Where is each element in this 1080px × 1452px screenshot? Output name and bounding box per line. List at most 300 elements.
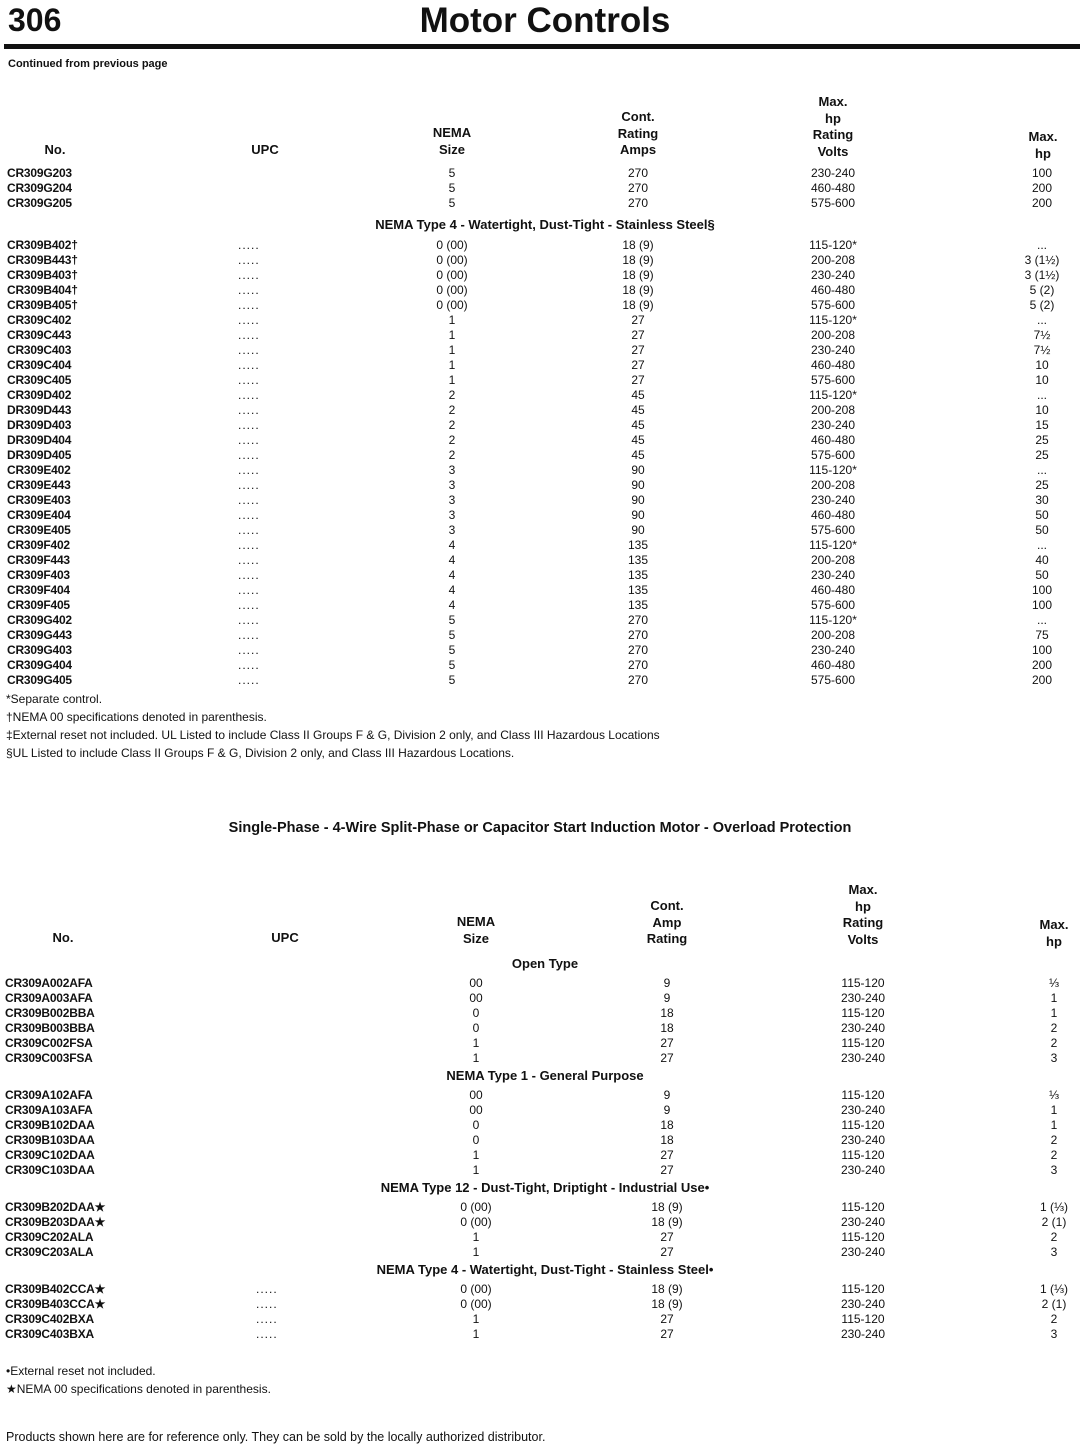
amp-rating: 18 (9): [651, 1200, 683, 1214]
nema-size: 0: [472, 1133, 480, 1147]
catalog-number: CR309F403: [7, 568, 70, 582]
nema-size: 1: [472, 1148, 480, 1162]
max-hp: 1 (⅓): [1039, 1200, 1068, 1214]
footnote: *Separate control.: [6, 692, 103, 706]
upc-code: .....: [238, 283, 260, 297]
upc-code: .....: [238, 253, 260, 267]
nema-size: 5: [448, 181, 456, 195]
table-2: [0, 882, 1080, 1372]
nema-size: 2: [448, 448, 456, 462]
catalog-number: CR309C402BXA: [5, 1312, 94, 1326]
table-row: [0, 568, 1080, 583]
nema-size: 1: [472, 1245, 480, 1259]
catalog-number: CR309F402: [7, 538, 70, 552]
catalog-number: DR309D405: [7, 448, 72, 462]
catalog-number: CR309E404: [7, 508, 71, 522]
voltage-rating: 575-600: [810, 196, 856, 210]
amp-rating: 27: [631, 313, 645, 327]
table-row: [0, 1036, 1080, 1051]
voltage-rating: 115-120*: [809, 613, 857, 627]
catalog-number: CR309B102DAA: [5, 1118, 95, 1132]
catalog-number: CR309E405: [7, 523, 71, 537]
voltage-rating: 230-240: [810, 493, 856, 507]
col-header-amps: Cont. Amp Rating: [646, 898, 688, 946]
amp-rating: 18: [660, 1133, 674, 1147]
nema-size: 1: [448, 328, 456, 342]
table-row: [0, 1163, 1080, 1178]
amp-rating: 27: [660, 1148, 674, 1162]
max-hp: ...: [1036, 613, 1047, 627]
voltage-rating: 230-240: [840, 1021, 886, 1035]
voltage-rating: 200-208: [810, 628, 856, 642]
table-row: [0, 196, 1080, 211]
voltage-rating: 115-120: [841, 1200, 885, 1214]
upc-code: .....: [238, 268, 260, 282]
section-title: NEMA Type 1 - General Purpose: [446, 1068, 644, 1083]
max-hp: 2 (1): [1041, 1297, 1067, 1311]
voltage-rating: 460-480: [810, 358, 856, 372]
max-hp: ⅓: [1048, 976, 1059, 990]
nema-size: 2: [448, 403, 456, 417]
catalog-number: CR309G405: [7, 673, 72, 687]
catalog-number: CR309B003BBA: [5, 1021, 95, 1035]
table-row: [0, 298, 1080, 313]
voltage-rating: 200-208: [810, 553, 856, 567]
voltage-rating: 115-120: [841, 1282, 885, 1296]
nema-size: 2: [448, 388, 456, 402]
catalog-number: CR309D402: [7, 388, 72, 402]
table-1-top-rows: [0, 166, 1080, 211]
voltage-rating: 230-240: [840, 1133, 886, 1147]
catalog-number: CR309B002BBA: [5, 1006, 95, 1020]
voltage-rating: 115-120: [841, 1230, 885, 1244]
nema-size: 1: [448, 313, 456, 327]
amp-rating: 27: [631, 343, 645, 357]
amp-rating: 27: [660, 1051, 674, 1065]
table-row: [0, 493, 1080, 508]
upc-code: .....: [238, 658, 260, 672]
max-hp: 3 (1½): [1024, 268, 1060, 282]
catalog-number: CR309B402CCA★: [5, 1282, 106, 1296]
nema-size: 4: [448, 568, 456, 582]
nema-size: 5: [448, 166, 456, 180]
col-header-no: No.: [52, 930, 74, 945]
amp-rating: 9: [663, 1088, 671, 1102]
amp-rating: 18 (9): [622, 283, 654, 297]
nema-size: 5: [448, 628, 456, 642]
max-hp: 1: [1050, 1103, 1058, 1117]
table-row: [0, 583, 1080, 598]
max-hp: 50: [1035, 508, 1049, 522]
table-row: [0, 1230, 1080, 1245]
max-hp: 2: [1050, 1230, 1058, 1244]
catalog-number: CR309C403: [7, 343, 72, 357]
catalog-number: CR309B404†: [7, 283, 78, 297]
amp-rating: 270: [627, 613, 649, 627]
table-row: [0, 1006, 1080, 1021]
max-hp: 3: [1050, 1051, 1058, 1065]
catalog-number: CR309A002AFA: [5, 976, 93, 990]
voltage-rating: 230-240: [840, 1051, 886, 1065]
upc-code: .....: [238, 613, 260, 627]
catalog-number: CR309A103AFA: [5, 1103, 93, 1117]
catalog-number: DR309D443: [7, 403, 72, 417]
nema-size: 0 (00): [460, 1215, 492, 1229]
nema-size: 3: [448, 523, 456, 537]
page-number: 306: [8, 2, 62, 38]
amp-rating: 27: [660, 1312, 674, 1326]
amp-rating: 27: [660, 1163, 674, 1177]
table-row: [0, 1133, 1080, 1148]
nema-size: 1: [472, 1312, 480, 1326]
table-row: [0, 283, 1080, 298]
table-row: [0, 403, 1080, 418]
col-header-upc: UPC: [271, 930, 299, 945]
nema-size: 3: [448, 478, 456, 492]
catalog-number: CR309G203: [7, 166, 72, 180]
max-hp: 7½: [1033, 328, 1051, 342]
nema-size: 0 (00): [436, 283, 468, 297]
voltage-rating: 115-120: [841, 1312, 885, 1326]
amp-rating: 270: [627, 673, 649, 687]
nema-size: 4: [448, 583, 456, 597]
section-title: Open Type: [511, 956, 579, 971]
max-hp: 1: [1050, 1006, 1058, 1020]
col-header-max-hp: Max. hp: [1028, 129, 1058, 161]
voltage-rating: 460-480: [810, 583, 856, 597]
voltage-rating: 230-240: [840, 1103, 886, 1117]
max-hp: ...: [1036, 313, 1047, 327]
catalog-number: CR309C002FSA: [5, 1036, 93, 1050]
max-hp: 1 (⅓): [1039, 1282, 1068, 1296]
table-row: [0, 1327, 1080, 1342]
upc-code: .....: [238, 328, 260, 342]
nema-size: 0: [472, 1118, 480, 1132]
col-header-volts: Max. hp Rating Volts: [812, 94, 854, 159]
amp-rating: 90: [631, 463, 645, 477]
catalog-number: CR309G443: [7, 628, 72, 642]
voltage-rating: 115-120*: [809, 463, 857, 477]
max-hp: 25: [1035, 478, 1049, 492]
nema-size: 0 (00): [436, 238, 468, 252]
footnote: ‡External reset not included. UL Listed to include Class II Groups F & G, Division 2 only, and Class III Hazardous Locations: [6, 728, 660, 742]
amp-rating: 45: [631, 418, 645, 432]
voltage-rating: 230-240: [840, 1297, 886, 1311]
catalog-number: CR309C404: [7, 358, 72, 372]
nema-size: 0 (00): [460, 1200, 492, 1214]
nema-size: 3: [448, 508, 456, 522]
amp-rating: 135: [627, 568, 649, 582]
voltage-rating: 230-240: [810, 343, 856, 357]
amp-rating: 18 (9): [622, 253, 654, 267]
voltage-rating: 460-480: [810, 433, 856, 447]
max-hp: 40: [1035, 553, 1049, 567]
catalog-number: CR309E402: [7, 463, 71, 477]
upc-code: .....: [238, 373, 260, 387]
table-row: [0, 1312, 1080, 1327]
catalog-number: CR309G403: [7, 643, 72, 657]
upc-code: .....: [238, 298, 260, 312]
max-hp: 3: [1050, 1245, 1058, 1259]
nema-size: 3: [448, 463, 456, 477]
upc-code: .....: [238, 313, 260, 327]
table-row: [0, 268, 1080, 283]
voltage-rating: 115-120: [841, 976, 885, 990]
table-row: [0, 673, 1080, 688]
table-row: [0, 976, 1080, 991]
table-row: [0, 448, 1080, 463]
table-row: [0, 238, 1080, 253]
section-title: NEMA Type 12 - Dust-Tight, Driptight - Industrial Use•: [380, 1180, 710, 1195]
table-row: [0, 1215, 1080, 1230]
amp-rating: 27: [631, 328, 645, 342]
nema-size: 0 (00): [460, 1282, 492, 1296]
table-row: [0, 523, 1080, 538]
nema-size: 0 (00): [436, 268, 468, 282]
nema-size: 1: [472, 1051, 480, 1065]
max-hp: ...: [1036, 238, 1047, 252]
voltage-rating: 460-480: [810, 283, 856, 297]
amp-rating: 135: [627, 598, 649, 612]
amp-rating: 135: [627, 553, 649, 567]
max-hp: 2: [1050, 1036, 1058, 1050]
table-row: [0, 328, 1080, 343]
col-header-amps: Cont. Rating Amps: [617, 109, 659, 157]
voltage-rating: 575-600: [810, 673, 856, 687]
upc-code: .....: [238, 433, 260, 447]
catalog-number: DR309D404: [7, 433, 72, 447]
nema-size: 1: [448, 373, 456, 387]
nema-size: 1: [448, 343, 456, 357]
max-hp: 200: [1031, 181, 1053, 195]
table-row: [0, 1103, 1080, 1118]
catalog-number: CR309C403BXA: [5, 1327, 94, 1341]
catalog-number: CR309G404: [7, 658, 72, 672]
upc-code: .....: [256, 1282, 278, 1296]
nema-size: 2: [448, 433, 456, 447]
amp-rating: 45: [631, 388, 645, 402]
max-hp: 50: [1035, 523, 1049, 537]
nema-size: 0 (00): [436, 298, 468, 312]
max-hp: 25: [1035, 433, 1049, 447]
upc-code: .....: [238, 418, 260, 432]
voltage-rating: 575-600: [810, 298, 856, 312]
amp-rating: 18 (9): [622, 298, 654, 312]
nema-size: 0 (00): [460, 1297, 492, 1311]
voltage-rating: 460-480: [810, 181, 856, 195]
table-row: [0, 538, 1080, 553]
nema-size: 5: [448, 673, 456, 687]
table-row: [0, 343, 1080, 358]
upc-code: .....: [256, 1327, 278, 1341]
catalog-number: CR309B403†: [7, 268, 78, 282]
max-hp: 200: [1031, 196, 1053, 210]
table-row: [0, 433, 1080, 448]
max-hp: 100: [1031, 166, 1053, 180]
catalog-number: CR309G204: [7, 181, 72, 195]
amp-rating: 27: [660, 1230, 674, 1244]
amp-rating: 45: [631, 448, 645, 462]
table-row: [0, 388, 1080, 403]
col-header-nema-size: NEMA Size: [456, 914, 496, 946]
max-hp: ...: [1036, 388, 1047, 402]
upc-code: .....: [238, 238, 260, 252]
upc-code: .....: [238, 583, 260, 597]
catalog-number: CR309B103DAA: [5, 1133, 95, 1147]
page-title: Motor Controls: [419, 1, 671, 40]
upc-code: .....: [238, 478, 260, 492]
table-row: [0, 1297, 1080, 1312]
upc-code: .....: [238, 523, 260, 537]
catalog-number: CR309G205: [7, 196, 72, 210]
nema-size: 4: [448, 553, 456, 567]
voltage-rating: 575-600: [810, 373, 856, 387]
table-2-title: Single-Phase - 4-Wire Split-Phase or Capacitor Start Induction Motor - Overload Protection: [228, 820, 852, 836]
amp-rating: 9: [663, 976, 671, 990]
amp-rating: 18: [660, 1118, 674, 1132]
col-header-volts: Max. hp Rating Volts: [842, 882, 884, 947]
nema-size: 00: [469, 991, 483, 1005]
nema-size: 1: [472, 1036, 480, 1050]
upc-code: .....: [238, 388, 260, 402]
amp-rating: 90: [631, 508, 645, 522]
page-header: [0, 0, 1080, 50]
amp-rating: 135: [627, 583, 649, 597]
voltage-rating: 230-240: [810, 643, 856, 657]
upc-code: .....: [238, 448, 260, 462]
upc-code: .....: [238, 343, 260, 357]
upc-code: .....: [238, 598, 260, 612]
table-row: [0, 1051, 1080, 1066]
amp-rating: 45: [631, 403, 645, 417]
catalog-number: CR309G402: [7, 613, 72, 627]
catalog-number: CR309B202DAA★: [5, 1200, 106, 1214]
max-hp: 10: [1035, 358, 1049, 372]
col-header-max-hp: Max. hp: [1039, 917, 1069, 949]
nema-size: 5: [448, 658, 456, 672]
nema-size: 5: [448, 643, 456, 657]
amp-rating: 270: [627, 628, 649, 642]
amp-rating: 18 (9): [651, 1282, 683, 1296]
max-hp: 2: [1050, 1133, 1058, 1147]
max-hp: 2: [1050, 1312, 1058, 1326]
catalog-number: CR309F443: [7, 553, 70, 567]
max-hp: 100: [1031, 598, 1053, 612]
table-1-rows: [0, 238, 1080, 688]
upc-code: .....: [238, 673, 260, 687]
voltage-rating: 230-240: [810, 166, 856, 180]
nema-size: 1: [472, 1327, 480, 1341]
voltage-rating: 115-120: [841, 1148, 885, 1162]
table-row: [0, 313, 1080, 328]
nema-size: 1: [472, 1163, 480, 1177]
voltage-rating: 115-120: [841, 1036, 885, 1050]
footnote: †NEMA 00 specifications denoted in parenthesis.: [6, 710, 267, 724]
voltage-rating: 115-120: [841, 1006, 885, 1020]
amp-rating: 18 (9): [651, 1215, 683, 1229]
amp-rating: 27: [660, 1327, 674, 1341]
upc-code: .....: [238, 463, 260, 477]
max-hp: 3 (1½): [1024, 253, 1060, 267]
amp-rating: 27: [660, 1036, 674, 1050]
header-rule: [4, 44, 1080, 49]
table-row: [0, 373, 1080, 388]
catalog-number: CR309B402†: [7, 238, 78, 252]
footnote: •External reset not included.: [6, 1364, 156, 1378]
catalog-number: CR309B203DAA★: [5, 1215, 106, 1229]
voltage-rating: 230-240: [810, 418, 856, 432]
table-row: [0, 1148, 1080, 1163]
nema-size: 4: [448, 598, 456, 612]
catalog-number: CR309A003AFA: [5, 991, 93, 1005]
footnote: ★NEMA 00 specifications denoted in parenthesis.: [6, 1382, 271, 1396]
catalog-number: CR309A102AFA: [5, 1088, 93, 1102]
voltage-rating: 115-120*: [809, 538, 857, 552]
amp-rating: 90: [631, 493, 645, 507]
amp-rating: 270: [627, 181, 649, 195]
table-row: [0, 418, 1080, 433]
voltage-rating: 115-120: [841, 1088, 885, 1102]
max-hp: ...: [1036, 463, 1047, 477]
voltage-rating: 115-120*: [809, 313, 857, 327]
table-row: [0, 463, 1080, 478]
max-hp: 25: [1035, 448, 1049, 462]
table-2-notes: [6, 1362, 271, 1398]
table-2-body: [0, 954, 1080, 1342]
nema-size: 00: [469, 976, 483, 990]
upc-code: .....: [238, 493, 260, 507]
table-row: [0, 658, 1080, 673]
nema-size: 1: [472, 1230, 480, 1244]
table-1-notes: [6, 690, 660, 762]
catalog-number: CR309C402: [7, 313, 72, 327]
table-row: [0, 508, 1080, 523]
max-hp: 1: [1050, 1118, 1058, 1132]
upc-code: .....: [256, 1297, 278, 1311]
max-hp: 200: [1031, 673, 1053, 687]
max-hp: 75: [1035, 628, 1049, 642]
table-row: [0, 643, 1080, 658]
table-row: [0, 1021, 1080, 1036]
table-row: [0, 1200, 1080, 1215]
table-row: [0, 553, 1080, 568]
max-hp: 5 (2): [1029, 283, 1055, 297]
max-hp: 100: [1031, 643, 1053, 657]
voltage-rating: 230-240: [840, 1245, 886, 1259]
table-row: [0, 1282, 1080, 1297]
table-1: [0, 94, 1080, 694]
catalog-number: DR309D403: [7, 418, 72, 432]
voltage-rating: 230-240: [840, 991, 886, 1005]
catalog-number: CR309F404: [7, 583, 70, 597]
voltage-rating: 200-208: [810, 328, 856, 342]
disclaimer: Products shown here are for reference only. They can be sold by the locally authorized distributor.: [6, 1430, 546, 1444]
catalog-number: CR309C003FSA: [5, 1051, 93, 1065]
voltage-rating: 575-600: [810, 448, 856, 462]
table-row: [0, 1245, 1080, 1260]
voltage-rating: 230-240: [810, 268, 856, 282]
nema-size: 0: [472, 1021, 480, 1035]
amp-rating: 90: [631, 523, 645, 537]
table-row: [0, 181, 1080, 196]
nema-size: 4: [448, 538, 456, 552]
max-hp: 10: [1035, 403, 1049, 417]
table-row: [0, 253, 1080, 268]
max-hp: 2: [1050, 1148, 1058, 1162]
amp-rating: 135: [627, 538, 649, 552]
col-header-upc: UPC: [251, 142, 279, 157]
section-title: NEMA Type 4 - Watertight, Dust-Tight - Stainless Steel§: [375, 217, 715, 232]
